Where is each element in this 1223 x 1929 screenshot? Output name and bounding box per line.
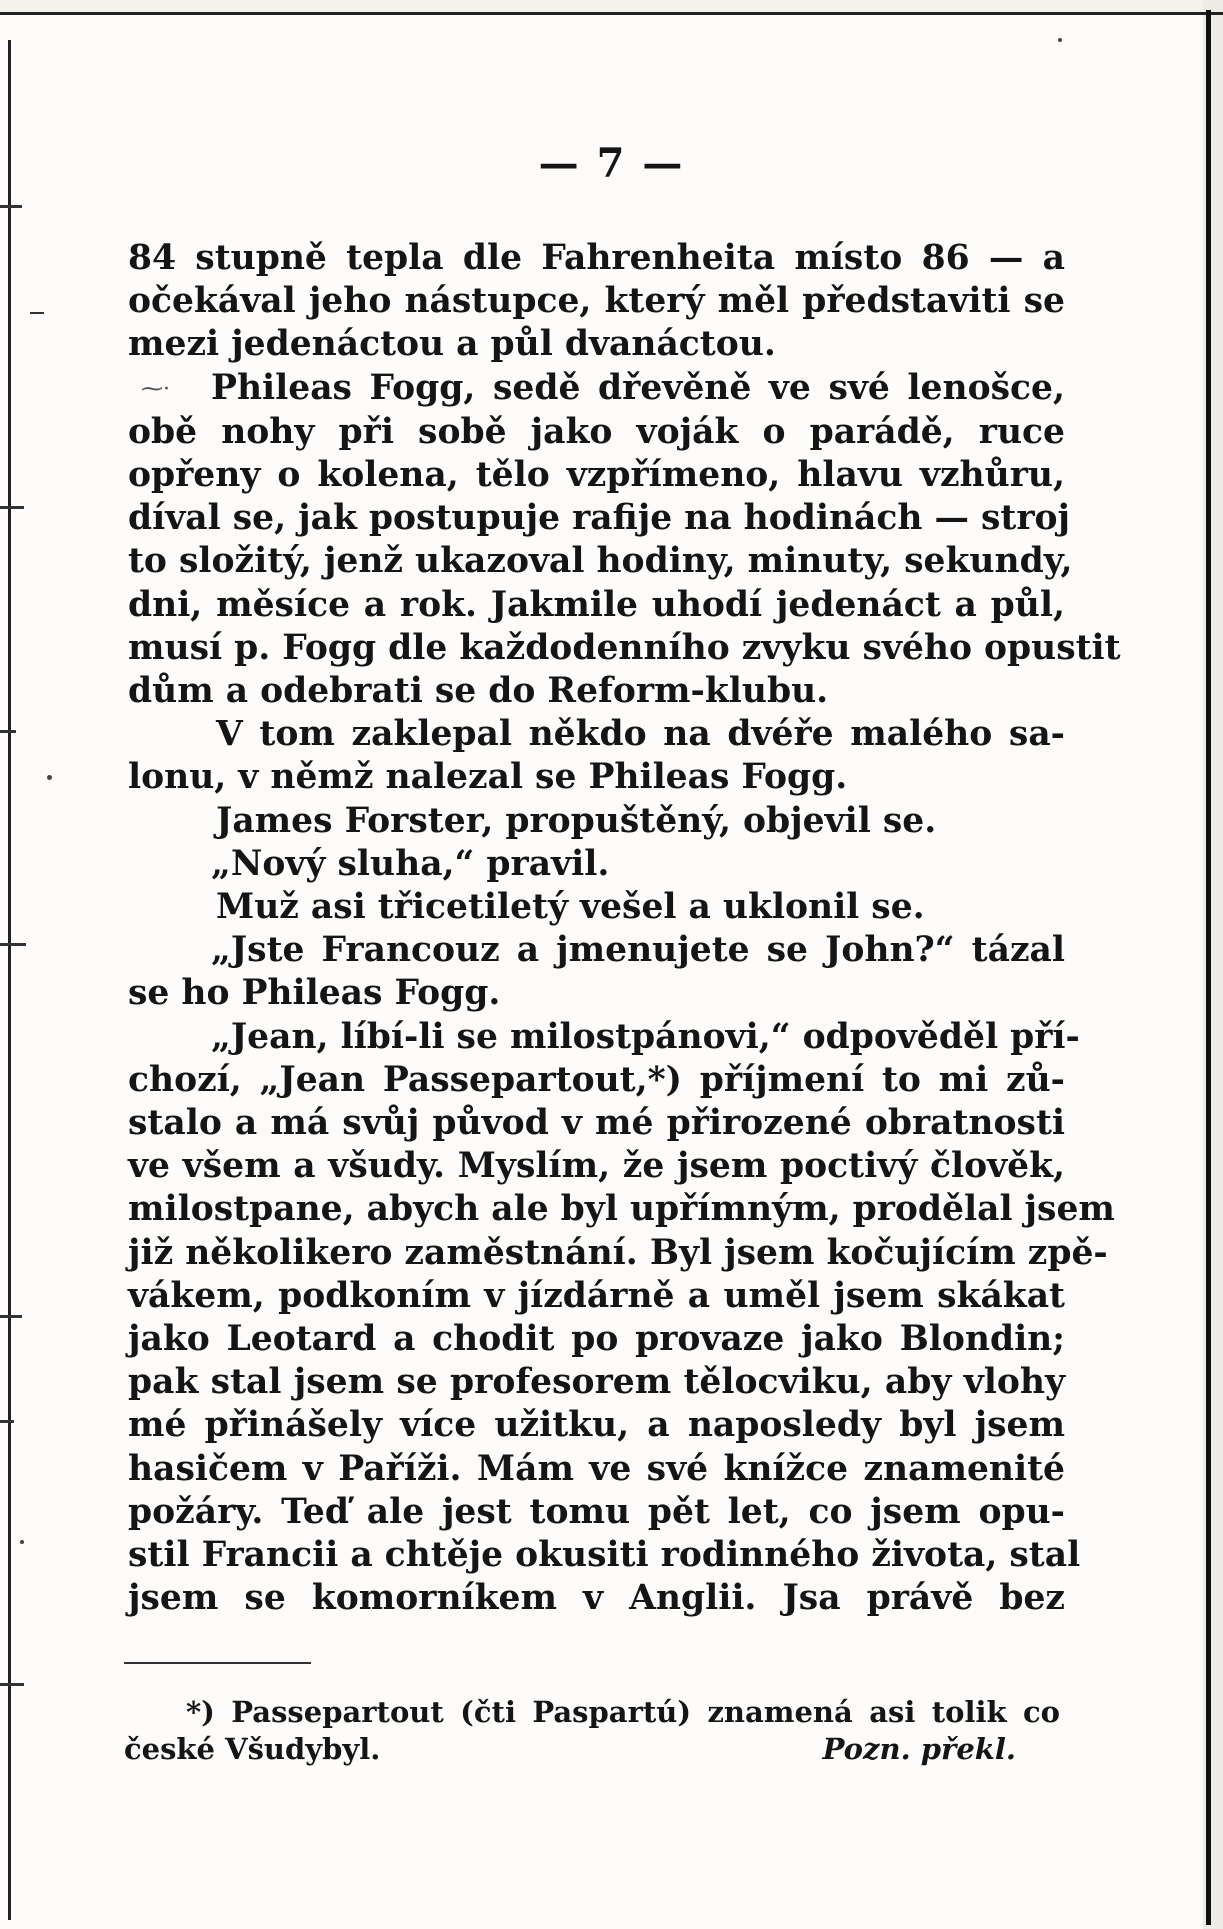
text-line: díval se, jak postupuje rafije na hodinách — stroj xyxy=(128,498,1071,539)
body-text xyxy=(128,237,1121,1620)
text-line: stil Francii a chtěje okusiti rodinného života, stal xyxy=(128,1534,1081,1575)
page-edge-left xyxy=(8,40,11,1920)
binding-mark xyxy=(0,506,24,509)
binding-mark xyxy=(0,1420,14,1423)
text-line: již několikero zaměstnání. Byl jsem kočujícím zpě- xyxy=(128,1232,1108,1273)
text-line: dům a odebrati se do Reform-klubu. xyxy=(128,670,829,711)
text-line: stalo a má svůj původ v mé přirozené obratnosti xyxy=(128,1102,1065,1143)
footnote-divider xyxy=(124,1662,311,1664)
text-line: ve všem a všudy. Myslím, že jsem poctivý člověk, xyxy=(128,1146,1065,1187)
text-line: Muž asi třicetiletý vešel a uklonil se. xyxy=(216,886,925,927)
text-line: „Jste Francouz a jmenujete se John?“ tázal xyxy=(211,930,1065,971)
text-line: jsem se komorníkem v Anglii. Jsa právě bez xyxy=(128,1578,1065,1619)
binding-mark xyxy=(0,205,22,208)
page-edge-top xyxy=(0,12,1223,15)
text-line: lonu, v němž nalezal se Phileas Fogg. xyxy=(128,757,848,798)
scan-speck xyxy=(1058,38,1062,42)
text-line: to složitý, jenž ukazoval hodiny, minuty, sekundy, xyxy=(128,541,1073,582)
text-line: 84 stupně tepla dle Fahrenheita místo 86 — a xyxy=(128,238,1065,278)
page-number: — 7 — xyxy=(538,140,685,187)
text-line: mé přinášely více užitku, a naposledy byl jsem xyxy=(128,1405,1065,1446)
text-line: dni, měsíce a rok. Jakmile uhodí jedenáct a půl, xyxy=(128,584,1065,625)
scan-speck xyxy=(47,775,52,780)
footnote-line xyxy=(124,1731,1060,1768)
text-line: V tom zaklepal někdo na dvéře malého sa- xyxy=(216,714,1065,755)
text-line: požáry. Teď ale jest tomu pět let, co jsem opu- xyxy=(128,1491,1065,1532)
text-line: očekával jeho nástupce, který měl představiti se xyxy=(128,281,1065,322)
scan-speck xyxy=(20,1540,24,1544)
footnote-line: *) Passepartout (čti Paspartú) znamená asi tolik co xyxy=(186,1695,1060,1729)
text-line: ⁓· Phileas Fogg, sedě dřevěně ve své lenošce, xyxy=(128,367,1065,411)
footnote-text: české Všudybyl. xyxy=(124,1732,381,1766)
page-edge-right xyxy=(1206,10,1211,1925)
text-line: hasičem v Paříži. Mám ve své knížce znamenité xyxy=(128,1448,1065,1489)
binding-mark xyxy=(30,312,44,314)
text-line: „Jean, líbí-li se milostpánovi,“ odpověděl pří- xyxy=(211,1016,1080,1057)
text-line: milostpane, abych ale byl upřímným, prodělal jsem xyxy=(128,1189,1115,1230)
binding-mark xyxy=(0,943,26,946)
binding-mark xyxy=(0,1315,22,1318)
binding-mark xyxy=(0,730,16,733)
ink-bleed-mark: ⁓· xyxy=(141,376,170,402)
text-line: jako Leotard a chodit po provaze jako Blondin; xyxy=(128,1318,1065,1359)
text-line: mezi jedenáctou a půl dvanáctou. xyxy=(128,324,776,365)
text-line: opřeny o kolena, tělo vzpřímeno, hlavu vzhůru, xyxy=(128,454,1065,495)
translator-note: Pozn. překl. xyxy=(822,1732,1016,1766)
text-line: pak stal jsem se profesorem tělocviku, aby vlohy xyxy=(128,1362,1065,1403)
text-line: James Forster, propuštěný, objevil se. xyxy=(216,800,937,841)
text-line: musí p. Fogg dle každodenního zvyku svého opustit xyxy=(128,627,1121,668)
text-line: obě nohy při sobě jako voják o parádě, ruce xyxy=(128,411,1065,452)
text-line: se ho Phileas Fogg. xyxy=(128,973,501,1014)
text-line: chozí, „Jean Passepartout,*) příjmení to mi zů- xyxy=(128,1059,1065,1100)
text-line: „Nový sluha,“ pravil. xyxy=(211,843,610,884)
text-line: vákem, podkoním v jízdárně a uměl jsem skákat xyxy=(128,1275,1065,1316)
binding-mark xyxy=(0,1683,24,1686)
footnote xyxy=(124,1694,1060,1768)
